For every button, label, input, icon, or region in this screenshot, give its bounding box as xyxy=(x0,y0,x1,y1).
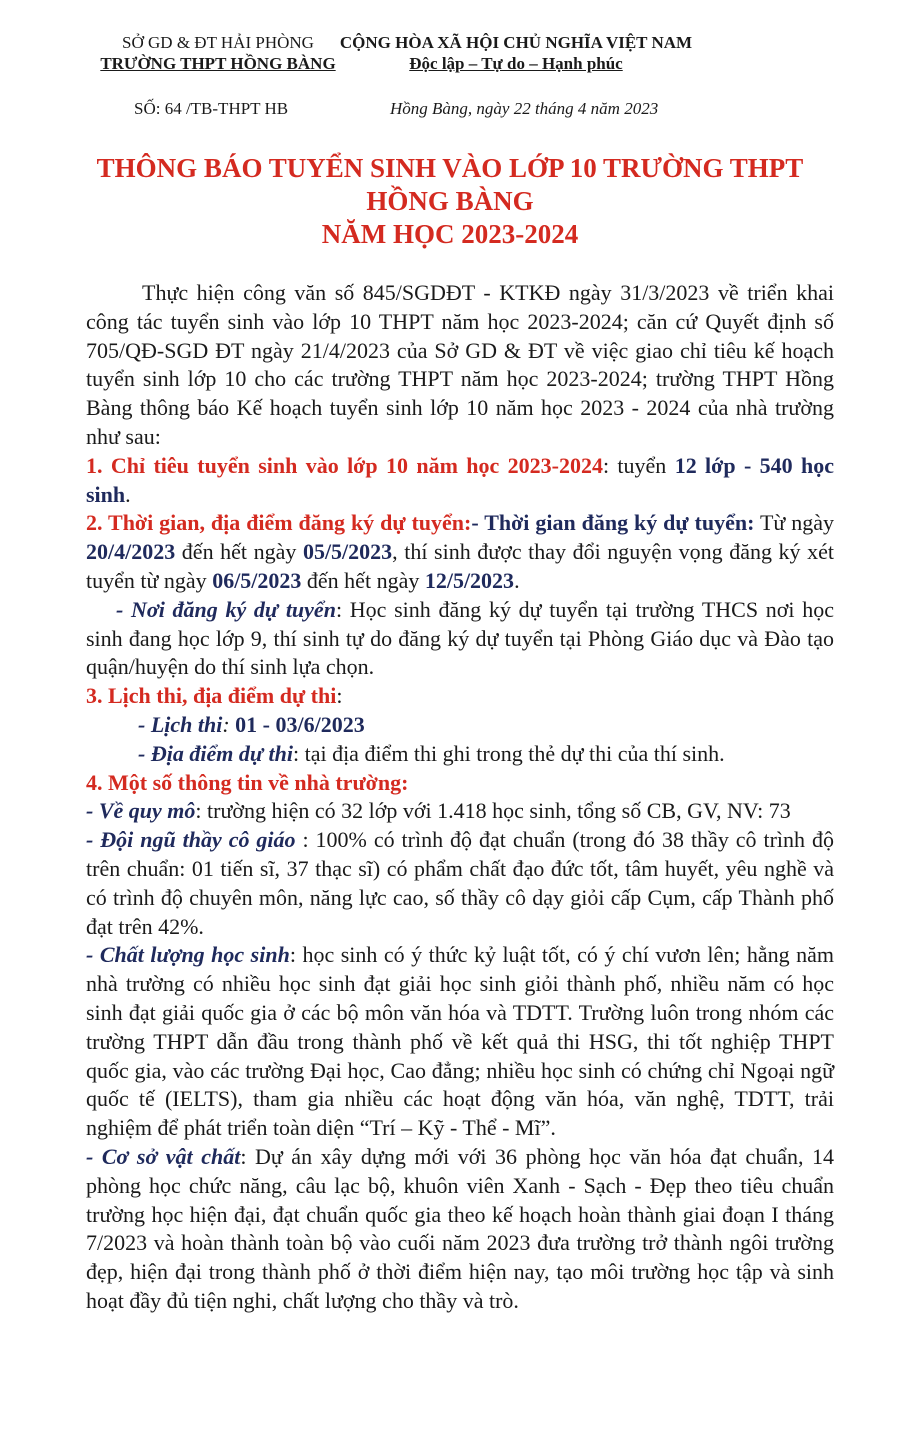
school-scale-text: : trường hiện có 32 lớp với 1.418 học sinh, tổng số CB, GV, NV: 73 xyxy=(195,798,791,824)
school-name: TRƯỜNG THPT HỒNG BÀNG xyxy=(100,54,336,73)
section-1: 1. Chỉ tiêu tuyển sinh vào lớp 10 năm học 2023-2024: tuyển 12 lớp - 540 học sinh. xyxy=(86,452,835,507)
section-3: 3. Lịch thi, địa điểm dự thi: xyxy=(86,683,343,709)
teaching-staff xyxy=(86,826,834,941)
section-2-heading: 2. Thời gian, địa điểm đăng ký dự tuyển: xyxy=(86,510,472,536)
school-scale xyxy=(86,797,834,826)
document-title xyxy=(60,152,840,251)
facilities xyxy=(86,1143,834,1316)
section-1-text: : tuyển xyxy=(602,452,675,478)
start-date: 20/4/2023 xyxy=(86,539,176,565)
exam-venue-label: - Địa điểm dự thi xyxy=(138,740,293,766)
intro-paragraph: Thực hiện công văn số 845/SGDĐT - KTKĐ ngày 31/3/2023 về triển khai công tác tuyển sinh vào lớp 10 THPT năm học 2023-2024; căn cứ Quyết định số 705/QĐ-SGD ĐT ngày 21/4/2023 của Sở GD & ĐT về việc giao chỉ tiêu kế hoạch tuyển sinh lớp 10 cho các trường THPT năm học 2023-2024; trường THPT Hồng Bàng thông báo Kế hoạch tuyển sinh lớp 10 năm học 2023 - 2024 của nhà trường như sau: xyxy=(86,280,834,449)
registration-place-text: : Học sinh đăng ký dự tuyển tại trường THCS nơi học sinh đang học lớp 9, thí sinh tự do đăng ký dự tuyển tại Phòng Giáo dục và Đào tạo quận/huyện do thí sinh lựa chọn. xyxy=(86,596,834,680)
place-date: Hồng Bàng, ngày 22 tháng 4 năm 2023 xyxy=(390,99,659,118)
republic-name: CỘNG HÒA XÃ HỘI CHỦ NGHĨA VIỆT NAM xyxy=(339,33,693,52)
teaching-staff-text: : 100% có trình độ đạt chuẩn (trong đó 38 thầy cô trình độ trên chuẩn: 01 tiến sĩ, 37 thạc sĩ) có phẩm chất đạo đức tốt, tâm huyết, yêu nghề và có trình độ chuyên môn, năng lực cao, số thầy cô dạy giỏi cấp Cụm, cấp Thành phố đạt trên 42%. xyxy=(86,827,834,939)
section-4-heading: 4. Một số thông tin về nhà trường: xyxy=(86,769,409,795)
national-motto: Độc lập – Tự do – Hạnh phúc xyxy=(409,54,623,73)
exam-schedule-value: 01 - 03/6/2023 xyxy=(235,711,365,737)
registration-place xyxy=(86,596,834,682)
student-quality xyxy=(86,941,834,1143)
document-body xyxy=(86,279,834,1316)
end-date: 05/5/2023 xyxy=(302,539,393,565)
section-4 xyxy=(86,769,834,798)
facilities-text: : Dự án xây dựng mới với 36 phòng học văn hóa đạt chuẩn, 14 phòng học chức năng, câu lạc bộ, khuôn viên Xanh - Sạch - Đẹp theo tiêu chuẩn trường học hiện đại, đạt chuẩn quốc gia theo kế hoạch hoàn thành giai đoạn I tháng 7/2023 và hoàn thành toàn bộ vào cuối năm 2023 đưa trường trở thành ngôi trường đẹp, hiện đại trong thành phố ở thời điểm hiện nay, tạo môi trường học tập và sinh hoạt đầy đủ tiện nghi, chất lượng cho thầy và trò. xyxy=(86,1143,834,1313)
teaching-staff-label: - Đội ngũ thầy cô giáo xyxy=(86,827,296,853)
agency-name: SỞ GD & ĐT HẢI PHÒNG xyxy=(122,33,314,52)
exam-venue-text: : tại địa điểm thi ghi trong thẻ dự thi của thí sinh. xyxy=(292,740,725,766)
document-number: SỐ: 64 /TB-THPT HB xyxy=(134,99,289,118)
section-1-heading: 1. Chỉ tiêu tuyển sinh vào lớp 10 năm học 2023-2024 xyxy=(86,452,603,478)
exam-schedule: - Lịch thi: 01 - 03/6/2023 xyxy=(138,711,365,737)
exam-venue xyxy=(86,740,834,769)
section-1-value: 12 lớp - 540 học sinh xyxy=(86,452,835,507)
change-start-date: 06/5/2023 xyxy=(212,567,302,593)
registration-time-label: - Thời gian đăng ký dự tuyển: xyxy=(471,510,755,536)
title-line-2: HỒNG BÀNG xyxy=(366,186,534,216)
section-3-heading: 3. Lịch thi, địa điểm dự thi xyxy=(86,683,337,709)
title-line-3: NĂM HỌC 2023-2024 xyxy=(321,219,579,249)
facilities-label: - Cơ sở vật chất xyxy=(86,1143,241,1169)
student-quality-text: : học sinh có ý thức kỷ luật tốt, có ý chí vươn lên; hằng năm nhà trường có nhiều học sinh đạt giải học sinh giỏi thành phố, nhiều năm có học sinh đạt giải quốc gia ở các bộ môn văn hóa và TDTT. Trường luôn trong nhóm các trường THPT dẫn đầu trong thành phố về kết quả thi HSG, thi tốt nghiệp THPT quốc gia, vào các trường Đại học, Cao đẳng; nhiều học sinh có chứng chỉ Ngoại ngữ quốc tế (IELTS), tham gia nhiều các hoạt động văn hóa, văn nghệ, TDTT, trải nghiệm để phát triển toàn diện “Trí – Kỹ - Thể - Mĩ”. xyxy=(86,942,834,1141)
school-scale-label: - Về quy mô xyxy=(86,798,196,824)
section-2: 2. Thời gian, địa điểm đăng ký dự tuyển:- Thời gian đăng ký dự tuyển: Từ ngày 20/4/2023 đến hết ngày 05/5/2023, thí sinh được thay đổi nguyện vọng đăng ký xét tuyển từ ngày 06/5/2023 đến hết ngày 12/5/2023. xyxy=(86,510,835,593)
student-quality-label: - Chất lượng học sinh xyxy=(86,942,290,968)
change-end-date: 12/5/2023 xyxy=(424,567,515,593)
title-line-1: THÔNG BÁO TUYỂN SINH VÀO LỚP 10 TRƯỜNG THPT xyxy=(96,153,804,183)
exam-schedule-label: - Lịch thi xyxy=(138,711,223,737)
registration-place-label: - Nơi đăng ký dự tuyển xyxy=(116,596,336,622)
